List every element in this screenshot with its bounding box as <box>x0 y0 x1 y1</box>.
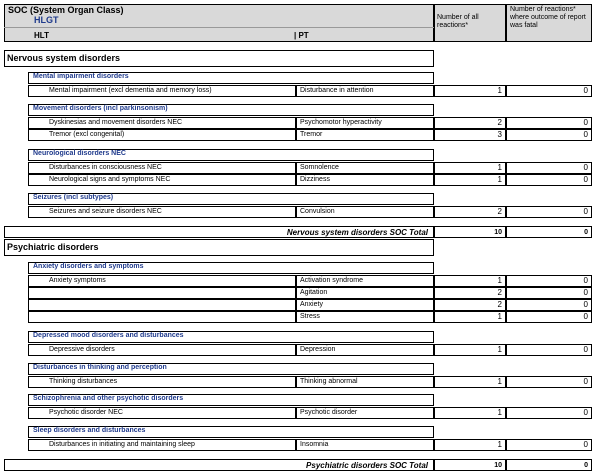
pt-cell: Activation syndrome <box>296 275 434 287</box>
all-count: 1 <box>434 439 506 451</box>
fatal-count: 0 <box>506 344 592 356</box>
fatal-count: 0 <box>506 162 592 174</box>
fatal-count: 0 <box>506 275 592 287</box>
all-count: 1 <box>434 162 506 174</box>
hlgt-anxiety-label: Anxiety disorders and symptoms <box>33 263 144 270</box>
hlt-cell <box>28 299 296 311</box>
all-count: 1 <box>434 344 506 356</box>
pt-cell: Disturbance in attention <box>296 85 434 97</box>
soc-total-nervous-fatal: 0 <box>506 226 592 238</box>
fatal-count: 0 <box>506 206 592 218</box>
all-count: 2 <box>434 117 506 129</box>
fatal-count: 0 <box>506 311 592 323</box>
all-count: 2 <box>434 206 506 218</box>
pt-cell: Tremor <box>296 129 434 141</box>
hlgt-schizophrenia-label: Schizophrenia and other psychotic disorders <box>33 395 184 402</box>
hlt-cell: Disturbances in initiating and maintaining sleep <box>28 439 296 451</box>
pt-cell: Convulsion <box>296 206 434 218</box>
all-count: 1 <box>434 311 506 323</box>
fatal-count: 0 <box>506 85 592 97</box>
header-divider <box>4 27 434 28</box>
pt-cell: Thinking abnormal <box>296 376 434 388</box>
hlt-cell <box>28 287 296 299</box>
hlgt-depressed-mood-label: Depressed mood disorders and disturbances <box>33 332 184 339</box>
hlgt-mental-impairment-label: Mental impairment disorders <box>33 73 129 80</box>
soc-psychiatric-title: Psychiatric disorders <box>7 242 99 252</box>
header-hlt: HLT <box>34 31 49 40</box>
pt-cell: Agitation <box>296 287 434 299</box>
pt-cell: Somnolence <box>296 162 434 174</box>
fatal-count: 0 <box>506 376 592 388</box>
fatal-count: 0 <box>506 439 592 451</box>
soc-total-psychiatric-label: Psychiatric disorders SOC Total <box>4 459 434 471</box>
all-count: 1 <box>434 85 506 97</box>
soc-total-psychiatric-fatal: 0 <box>506 459 592 471</box>
pt-cell: Stress <box>296 311 434 323</box>
fatal-count: 0 <box>506 299 592 311</box>
hlt-cell: Thinking disturbances <box>28 376 296 388</box>
hlt-cell: Psychotic disorder NEC <box>28 407 296 419</box>
header-all-reactions: Number of all reactions* <box>437 14 479 29</box>
fatal-count: 0 <box>506 287 592 299</box>
pt-cell: Dizziness <box>296 174 434 186</box>
pt-cell: Depression <box>296 344 434 356</box>
all-count: 2 <box>434 299 506 311</box>
all-count: 3 <box>434 129 506 141</box>
hlt-cell: Tremor (excl congenital) <box>28 129 296 141</box>
soc-nervous-title: Nervous system disorders <box>7 53 121 63</box>
pt-cell: Anxiety <box>296 299 434 311</box>
fatal-count: 0 <box>506 117 592 129</box>
all-count: 1 <box>434 174 506 186</box>
header-pt: | PT <box>294 31 309 40</box>
hlt-cell: Depressive disorders <box>28 344 296 356</box>
hlt-cell: Dyskinesias and movement disorders NEC <box>28 117 296 129</box>
all-count: 2 <box>434 287 506 299</box>
hlt-cell: Disturbances in consciousness NEC <box>28 162 296 174</box>
soc-total-psychiatric-all: 10 <box>434 459 506 471</box>
pt-cell: Psychomotor hyperactivity <box>296 117 434 129</box>
hlt-cell: Anxiety symptoms <box>28 275 296 287</box>
all-count: 1 <box>434 407 506 419</box>
pt-cell: Insomnia <box>296 439 434 451</box>
soc-total-nervous-all: 10 <box>434 226 506 238</box>
pt-cell: Psychotic disorder <box>296 407 434 419</box>
all-count: 1 <box>434 275 506 287</box>
hlgt-movement-disorders-label: Movement disorders (incl parkinsonism) <box>33 105 168 112</box>
fatal-count: 0 <box>506 129 592 141</box>
header-hlgt: HLGT <box>34 15 59 25</box>
fatal-count: 0 <box>506 407 592 419</box>
hlt-cell: Neurological signs and symptoms NEC <box>28 174 296 186</box>
header-soc: SOC (System Organ Class) <box>8 5 124 15</box>
hlgt-thinking-perception-label: Disturbances in thinking and perception <box>33 364 167 371</box>
hlgt-seizures-label: Seizures (incl subtypes) <box>33 194 114 201</box>
hlt-cell: Seizures and seizure disorders NEC <box>28 206 296 218</box>
soc-total-nervous-label: Nervous system disorders SOC Total <box>4 226 434 238</box>
hlgt-neurological-nec-label: Neurological disorders NEC <box>33 150 126 157</box>
hlgt-sleep-label: Sleep disorders and disturbances <box>33 427 146 434</box>
all-count: 1 <box>434 376 506 388</box>
fatal-count: 0 <box>506 174 592 186</box>
hlt-cell: Mental impairment (excl dementia and memory loss) <box>28 85 296 97</box>
header-fatal-reactions: Number of reactions* where outcome of report was fatal <box>510 6 586 29</box>
hlt-cell <box>28 311 296 323</box>
